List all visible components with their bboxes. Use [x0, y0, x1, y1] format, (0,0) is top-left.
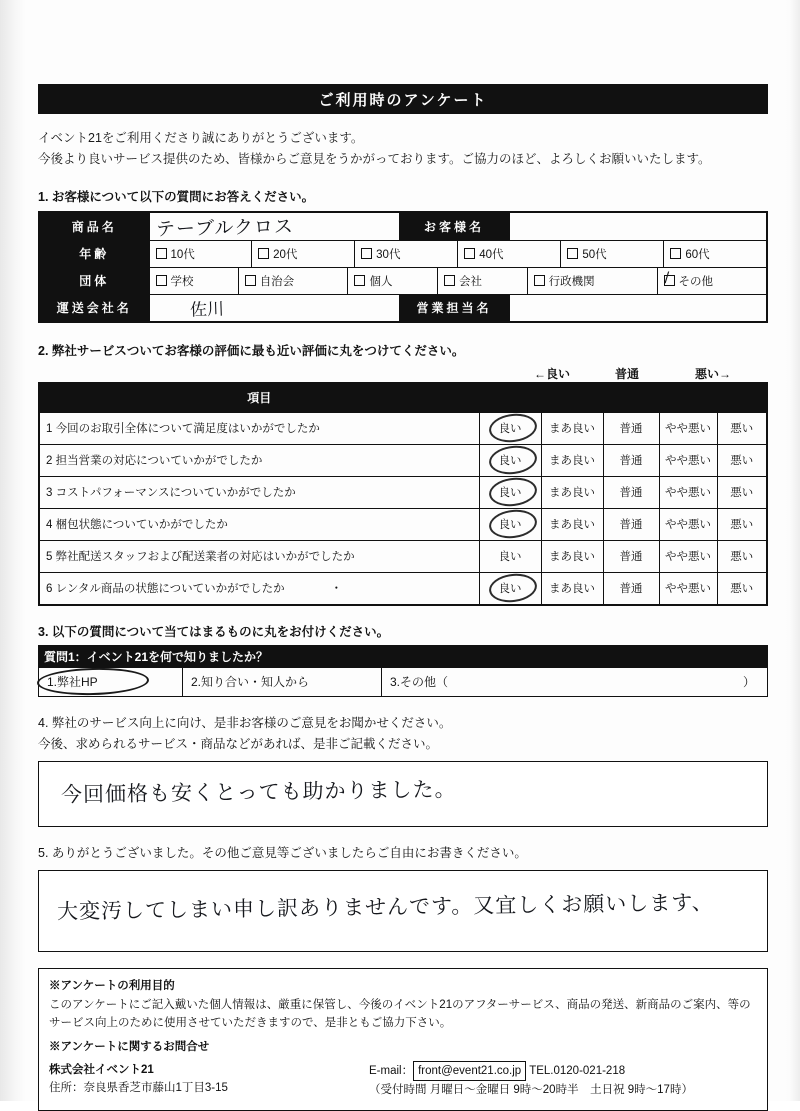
business-hours: （受付時間 月曜日～金曜日 9時～20時半 土日祝 9時～17時） — [369, 1084, 693, 1097]
rating-col-blank5 — [717, 383, 767, 413]
rating-cell-4-normal[interactable]: 普通 — [603, 508, 659, 540]
product-name-value[interactable] — [149, 212, 399, 241]
section4-heading — [38, 713, 768, 756]
form-content — [38, 0, 768, 1111]
legend-normal: 普通 — [614, 366, 639, 381]
rating-table — [38, 382, 768, 606]
section4-answer-handwriting: 今回価格も安くとっても助かりました。 — [60, 777, 457, 807]
sales-label: 営業担当名 — [399, 294, 509, 322]
rating-col-blank1 — [479, 383, 541, 413]
age-options-cell — [149, 240, 767, 267]
rating-cell-2-fairlygood[interactable]: まあ良い — [541, 444, 603, 476]
scan-edge-right — [786, 0, 800, 1101]
rating-cell-5-normal[interactable]: 普通 — [603, 540, 659, 572]
age-option-10[interactable]: 10代 — [150, 241, 252, 267]
section4-heading-line1: 4. 弊社のサービス向上に向け、是非お客様のご意見をお聞かせください。 — [38, 715, 452, 730]
section5-answer-handwriting: 大変汚してしまい申し訳ありませんです。又宜しくお願いします、 — [56, 890, 714, 924]
company-name: 株式会社イベント21 — [49, 1063, 154, 1076]
customer-info-table — [38, 211, 768, 323]
rating-cell-6-normal[interactable]: 普通 — [603, 572, 659, 605]
rating-question-4: 4 梱包状態についていかがでしたか — [39, 508, 479, 540]
rating-cell-4-good[interactable]: 良い — [479, 508, 541, 540]
rating-cell-6-good[interactable]: 良い — [479, 572, 541, 605]
rating-cell-1-bad[interactable]: 悪い — [717, 412, 767, 444]
checkbox-icon[interactable] — [361, 248, 372, 259]
group-option-government[interactable]: 行政機関 — [527, 268, 657, 294]
checkbox-icon[interactable] — [156, 248, 167, 259]
age-option-50[interactable]: 50代 — [561, 241, 664, 267]
table-row — [39, 294, 767, 322]
section5-heading: 5. ありがとうございました。その他ご意見等ございましたらご自由にお書きください。 — [38, 846, 527, 860]
carrier-handwriting: 佐川 — [189, 299, 224, 321]
rating-cell-4-fairlygood[interactable]: まあ良い — [541, 508, 603, 540]
customer-name-label: お客様名 — [399, 212, 509, 241]
rating-cell-3-normal[interactable]: 普通 — [603, 476, 659, 508]
rating-cell-5-fairlybad[interactable]: やや悪い — [659, 540, 717, 572]
group-option-company[interactable]: 会社 — [438, 268, 528, 294]
checkbox-icon[interactable] — [258, 248, 269, 259]
contact-title: ※アンケートに関するお問合せ — [49, 1041, 210, 1054]
footer-notice — [38, 968, 768, 1110]
section4-answer-box[interactable] — [38, 761, 768, 827]
group-option-school[interactable]: 学校 — [150, 268, 239, 294]
rating-cell-3-fairlygood[interactable]: まあ良い — [541, 476, 603, 508]
rating-cell-2-good[interactable]: 良い — [479, 444, 541, 476]
section3-option-3-close: ） — [742, 675, 755, 689]
checkbox-icon[interactable] — [156, 275, 167, 286]
email-address[interactable]: front@event21.co.jp — [413, 1061, 526, 1081]
section5-answer-box[interactable] — [38, 870, 768, 952]
scan-edge-left — [0, 0, 26, 1101]
checkbox-icon[interactable] — [245, 275, 256, 286]
rating-cell-3-fairlybad[interactable]: やや悪い — [659, 476, 717, 508]
checkbox-icon[interactable] — [534, 275, 545, 286]
legend-good: ←良い — [533, 366, 570, 381]
checkbox-icon[interactable] — [567, 248, 578, 259]
age-option-30[interactable]: 30代 — [355, 241, 458, 267]
footer-columns — [49, 1061, 757, 1100]
rating-cell-1-fairlygood[interactable]: まあ良い — [541, 412, 603, 444]
form-title: ご利用時のアンケート — [38, 84, 768, 114]
table-row — [39, 476, 767, 508]
table-row — [39, 508, 767, 540]
footer-company-block — [49, 1061, 369, 1100]
rating-cell-2-bad[interactable]: 悪い — [717, 444, 767, 476]
checkbox-icon[interactable] — [354, 275, 365, 286]
table-row — [39, 212, 767, 241]
intro-line-2: 今後より良いサービス提供のため、皆様からご意見をうかがっております。ご協力のほど、よろしくお願いいたします。 — [38, 152, 711, 167]
rating-legend — [38, 365, 768, 382]
table-row — [39, 240, 767, 267]
rating-col-blank4 — [659, 383, 717, 413]
rating-col-blank3 — [603, 383, 659, 413]
section3-question-label: 質問1：イベント21を何で知りましたか？ — [38, 645, 768, 668]
rating-question-5: 5 弊社配送スタッフおよび配送業者の対応はいかがでしたか — [39, 540, 479, 572]
section2-heading: 2. 弊社サービスついてお客様の評価に最も近い評価に丸をつけてください。 — [38, 343, 465, 358]
age-option-40[interactable]: 40代 — [458, 241, 561, 267]
section4-heading-line2: 今後、求められるサービス・商品などがあれば、是非ご記載ください。 — [38, 736, 439, 751]
age-option-60[interactable]: 60代 — [664, 241, 766, 267]
carrier-label: 運送会社名 — [39, 294, 149, 322]
email-label: E-mail： — [369, 1064, 414, 1077]
section3-option-1[interactable]: 1.弊社HP — [47, 675, 98, 689]
rating-cell-4-fairlybad[interactable]: やや悪い — [659, 508, 717, 540]
section3-option-3-label: 3.その他（ — [390, 675, 449, 689]
email-line — [369, 1061, 757, 1081]
rating-col-item: 項目 — [39, 383, 479, 413]
rating-question-2: 2 担当営業の対応についていかがでしたか — [39, 444, 479, 476]
group-options-cell — [149, 267, 767, 294]
product-name-handwriting: テーブルクロス — [155, 215, 294, 240]
company-address: 住所：奈良県香芝市藤山1丁目3-15 — [49, 1082, 228, 1095]
carrier-value[interactable] — [149, 294, 399, 322]
purpose-body: このアンケートにご記入戴いた個人情報は、厳重に保管し、今後のイベント21のアフターサービス、商品の発送、新商品のご案内、等のサービス向上のために使用させていただきますので、是非ともご協力下さい。 — [49, 998, 751, 1030]
rating-cell-1-good[interactable]: 良い — [479, 412, 541, 444]
section3-options-row — [38, 668, 768, 697]
rating-col-blank2 — [541, 383, 603, 413]
age-label: 年齢 — [39, 240, 149, 267]
checkbox-icon[interactable] — [444, 275, 455, 286]
product-name-label: 商品名 — [39, 212, 149, 241]
group-option-individual[interactable]: 個人 — [348, 268, 438, 294]
rating-cell-3-good[interactable]: 良い — [479, 476, 541, 508]
telephone: TEL.0120-021-218 — [529, 1064, 626, 1077]
rating-cell-6-fairlybad[interactable]: やや悪い — [659, 572, 717, 605]
rating-cell-2-fairlybad[interactable]: やや悪い — [659, 444, 717, 476]
rating-cell-1-normal[interactable]: 普通 — [603, 412, 659, 444]
group-option-association[interactable]: 自治会 — [238, 268, 348, 294]
table-row — [39, 267, 767, 294]
age-option-20[interactable]: 20代 — [252, 241, 355, 267]
rating-cell-2-normal[interactable]: 普通 — [603, 444, 659, 476]
group-label: 団体 — [39, 267, 149, 294]
checkbox-icon[interactable] — [464, 248, 475, 259]
purpose-title: ※アンケートの利用目的 — [49, 980, 175, 993]
customer-name-value[interactable] — [509, 212, 767, 241]
rating-cell-1-fairlybad[interactable]: やや悪い — [659, 412, 717, 444]
group-option-other[interactable]: その他 / — [664, 269, 714, 288]
checkbox-icon[interactable] — [670, 248, 681, 259]
rating-question-6: 6 レンタル商品の状態についていかがでしたか ・ — [39, 572, 479, 605]
rating-cell-5-bad[interactable]: 悪い — [717, 540, 767, 572]
rating-cell-6-fairlygood[interactable]: まあ良い — [541, 572, 603, 605]
intro-text — [38, 128, 768, 171]
rating-table-header — [39, 383, 767, 413]
section3-option-3[interactable] — [381, 668, 767, 696]
legend-bad: 悪い→ — [694, 366, 731, 381]
footer-contact-block — [369, 1061, 757, 1100]
table-row — [39, 540, 767, 572]
table-row — [39, 412, 767, 444]
rating-cell-6-bad[interactable]: 悪い — [717, 572, 767, 605]
group-other-check-mark: / — [664, 269, 670, 286]
section1-heading: 1. お客様について以下の質問にお答えください。 — [38, 189, 315, 204]
section3-option-2[interactable]: 2.知り合い・知人から — [182, 668, 381, 696]
rating-cell-4-bad[interactable]: 悪い — [717, 508, 767, 540]
rating-cell-5-good[interactable]: 良い — [479, 540, 541, 572]
table-row — [39, 444, 767, 476]
intro-line-1: イベント21をご利用くださり誠にありがとうございます。 — [38, 131, 364, 145]
rating-question-1: 1 今回のお取引全体について満足度はいかがでしたか — [39, 412, 479, 444]
rating-question-3: 3 コストパフォーマンスについていかがでしたか — [39, 476, 479, 508]
section3-heading: 3. 以下の質問について当てはまるものに丸をお付けください。 — [38, 624, 390, 639]
sales-value[interactable] — [509, 294, 767, 322]
table-row — [39, 572, 767, 605]
rating-cell-5-fairlygood[interactable]: まあ良い — [541, 540, 603, 572]
rating-cell-3-bad[interactable]: 悪い — [717, 476, 767, 508]
